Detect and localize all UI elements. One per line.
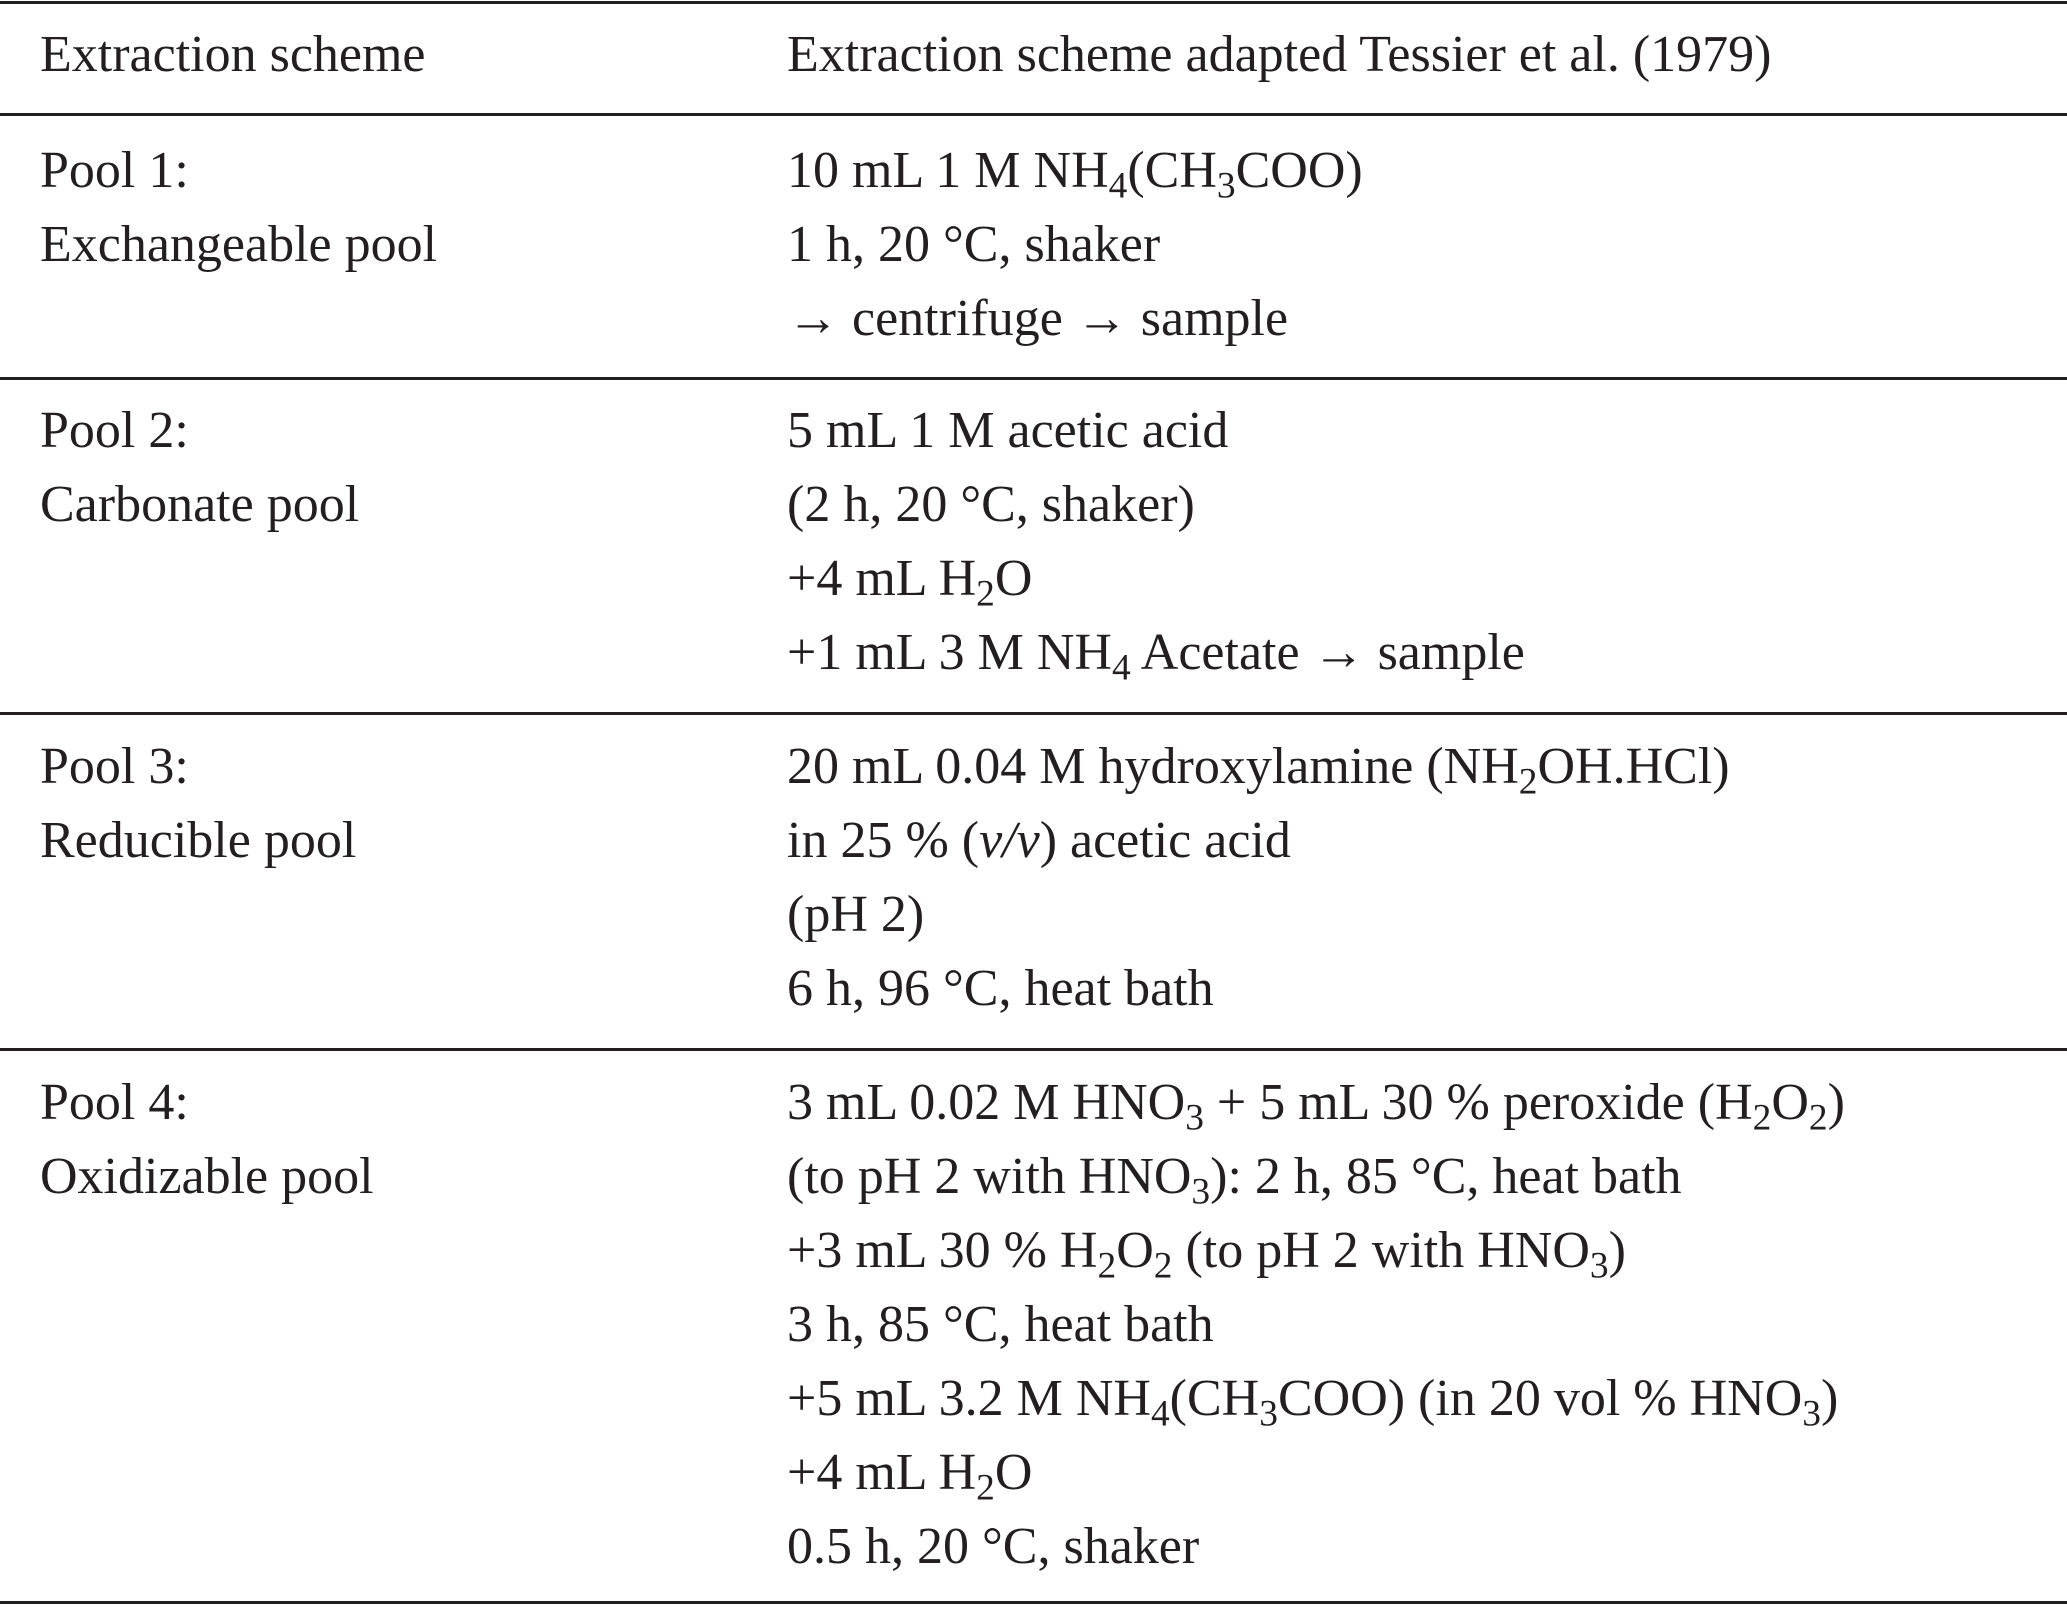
subscript: 3 xyxy=(1185,1097,1204,1139)
header-col2: Extraction scheme adapted Tessier et al. (1979) xyxy=(787,26,1772,83)
subscript: 2 xyxy=(1808,1097,1828,1139)
text-segment: OH.HCl) xyxy=(1537,738,1730,795)
text-segment: O xyxy=(994,550,1033,607)
step-line xyxy=(787,878,1730,952)
row-3-label xyxy=(40,730,356,878)
subscript: 2 xyxy=(1097,1245,1117,1287)
pool-name: Exchangeable pool xyxy=(40,216,438,273)
text-segment: (to pH 2 with HNO xyxy=(1172,1222,1590,1279)
text-segment: ) xyxy=(1608,1222,1626,1279)
subscript: 4 xyxy=(1108,165,1128,207)
step-line xyxy=(787,208,1363,282)
row-3-steps xyxy=(787,730,1730,1026)
pool-number: Pool 1: xyxy=(40,142,189,199)
row-1-rule xyxy=(0,377,2067,380)
subscript: 4 xyxy=(1111,647,1131,689)
subscript: 2 xyxy=(976,1467,995,1509)
row-2-label xyxy=(40,394,359,542)
text-segment: 6 h, 96 °C, heat bath xyxy=(787,960,1214,1017)
row-3-rule xyxy=(0,1048,2067,1051)
text-segment: ): 2 h, 85 °C, heat bath xyxy=(1210,1148,1682,1205)
text-segment: (CH xyxy=(1169,1370,1260,1427)
step-line xyxy=(787,394,1525,468)
row-4-steps xyxy=(787,1066,1845,1584)
row-1-label xyxy=(40,134,437,282)
text-segment: (pH 2) xyxy=(787,886,925,943)
text-segment: + 5 mL 30 % peroxide (H xyxy=(1203,1074,1753,1131)
text-segment: O xyxy=(1771,1074,1809,1131)
pool-number: Pool 3: xyxy=(40,738,189,795)
subscript: 4 xyxy=(1150,1393,1170,1435)
text-segment: COO) (in 20 vol % HNO xyxy=(1277,1370,1803,1427)
pool-name: Oxidizable pool xyxy=(40,1148,374,1205)
pool-number: Pool 2: xyxy=(40,402,189,459)
text-segment: O xyxy=(994,1444,1033,1501)
text-segment: → centrifuge → sample xyxy=(787,290,1289,347)
row-2-rule xyxy=(0,712,2067,715)
text-segment: ) acetic acid xyxy=(1039,812,1291,869)
top-rule xyxy=(0,1,2067,4)
text-segment: ) xyxy=(1827,1074,1845,1131)
text-segment: 1 h, 20 °C, shaker xyxy=(787,216,1161,273)
subscript: 2 xyxy=(1153,1245,1173,1287)
step-line xyxy=(787,468,1525,542)
text-segment: (to pH 2 with HNO xyxy=(787,1148,1192,1205)
subscript: 2 xyxy=(1518,761,1538,803)
text-segment: Acetate → sample xyxy=(1130,624,1525,681)
step-line xyxy=(787,282,1363,356)
pool-name: Carbonate pool xyxy=(40,476,360,533)
step-line xyxy=(787,1066,1845,1140)
text-segment: 5 mL 1 M acetic acid xyxy=(787,402,1229,459)
text-segment: +4 mL H xyxy=(787,550,977,607)
text-segment: 10 mL 1 M NH xyxy=(787,142,1109,199)
step-line xyxy=(787,1362,1845,1436)
header-rule xyxy=(0,113,2067,116)
step-line xyxy=(787,1436,1845,1510)
step-line xyxy=(787,1140,1845,1214)
subscript: 3 xyxy=(1191,1171,1211,1213)
step-line xyxy=(787,616,1525,690)
step-line xyxy=(787,542,1525,616)
subscript: 3 xyxy=(1216,165,1236,207)
step-line xyxy=(787,1510,1845,1584)
text-segment: +4 mL H xyxy=(787,1444,977,1501)
text-segment: 3 mL 0.02 M HNO xyxy=(787,1074,1186,1131)
subscript: 2 xyxy=(976,573,995,615)
step-line xyxy=(787,134,1363,208)
header-col1: Extraction scheme xyxy=(40,26,426,83)
row-1-steps xyxy=(787,134,1363,356)
row-4-label xyxy=(40,1066,374,1214)
step-line xyxy=(787,952,1730,1026)
bottom-rule xyxy=(0,1601,2067,1604)
text-segment: (CH xyxy=(1127,142,1217,199)
step-line xyxy=(787,804,1730,878)
text-segment: 20 mL 0.04 M hydroxylamine (NH xyxy=(787,738,1519,795)
text-segment: 3 h, 85 °C, heat bath xyxy=(787,1296,1214,1353)
text-segment: ) xyxy=(1820,1370,1839,1427)
row-2-steps xyxy=(787,394,1525,690)
subscript: 3 xyxy=(1589,1245,1609,1287)
text-segment: +1 mL 3 M NH xyxy=(787,624,1112,681)
text-segment: 0.5 h, 20 °C, shaker xyxy=(787,1518,1200,1575)
pool-name: Reducible pool xyxy=(40,812,357,869)
step-line xyxy=(787,1288,1845,1362)
subscript: 3 xyxy=(1259,1393,1278,1435)
text-segment: v/v xyxy=(979,812,1040,869)
text-segment: in 25 % ( xyxy=(787,812,980,869)
text-segment: (2 h, 20 °C, shaker) xyxy=(787,476,1195,533)
subscript: 2 xyxy=(1752,1097,1772,1139)
text-segment: +3 mL 30 % H xyxy=(787,1222,1098,1279)
step-line xyxy=(787,1214,1845,1288)
step-line xyxy=(787,730,1730,804)
text-segment: +5 mL 3.2 M NH xyxy=(787,1370,1151,1427)
subscript: 3 xyxy=(1802,1393,1821,1435)
pool-number: Pool 4: xyxy=(40,1074,189,1131)
text-segment: O xyxy=(1116,1222,1154,1279)
text-segment: COO) xyxy=(1235,142,1363,199)
